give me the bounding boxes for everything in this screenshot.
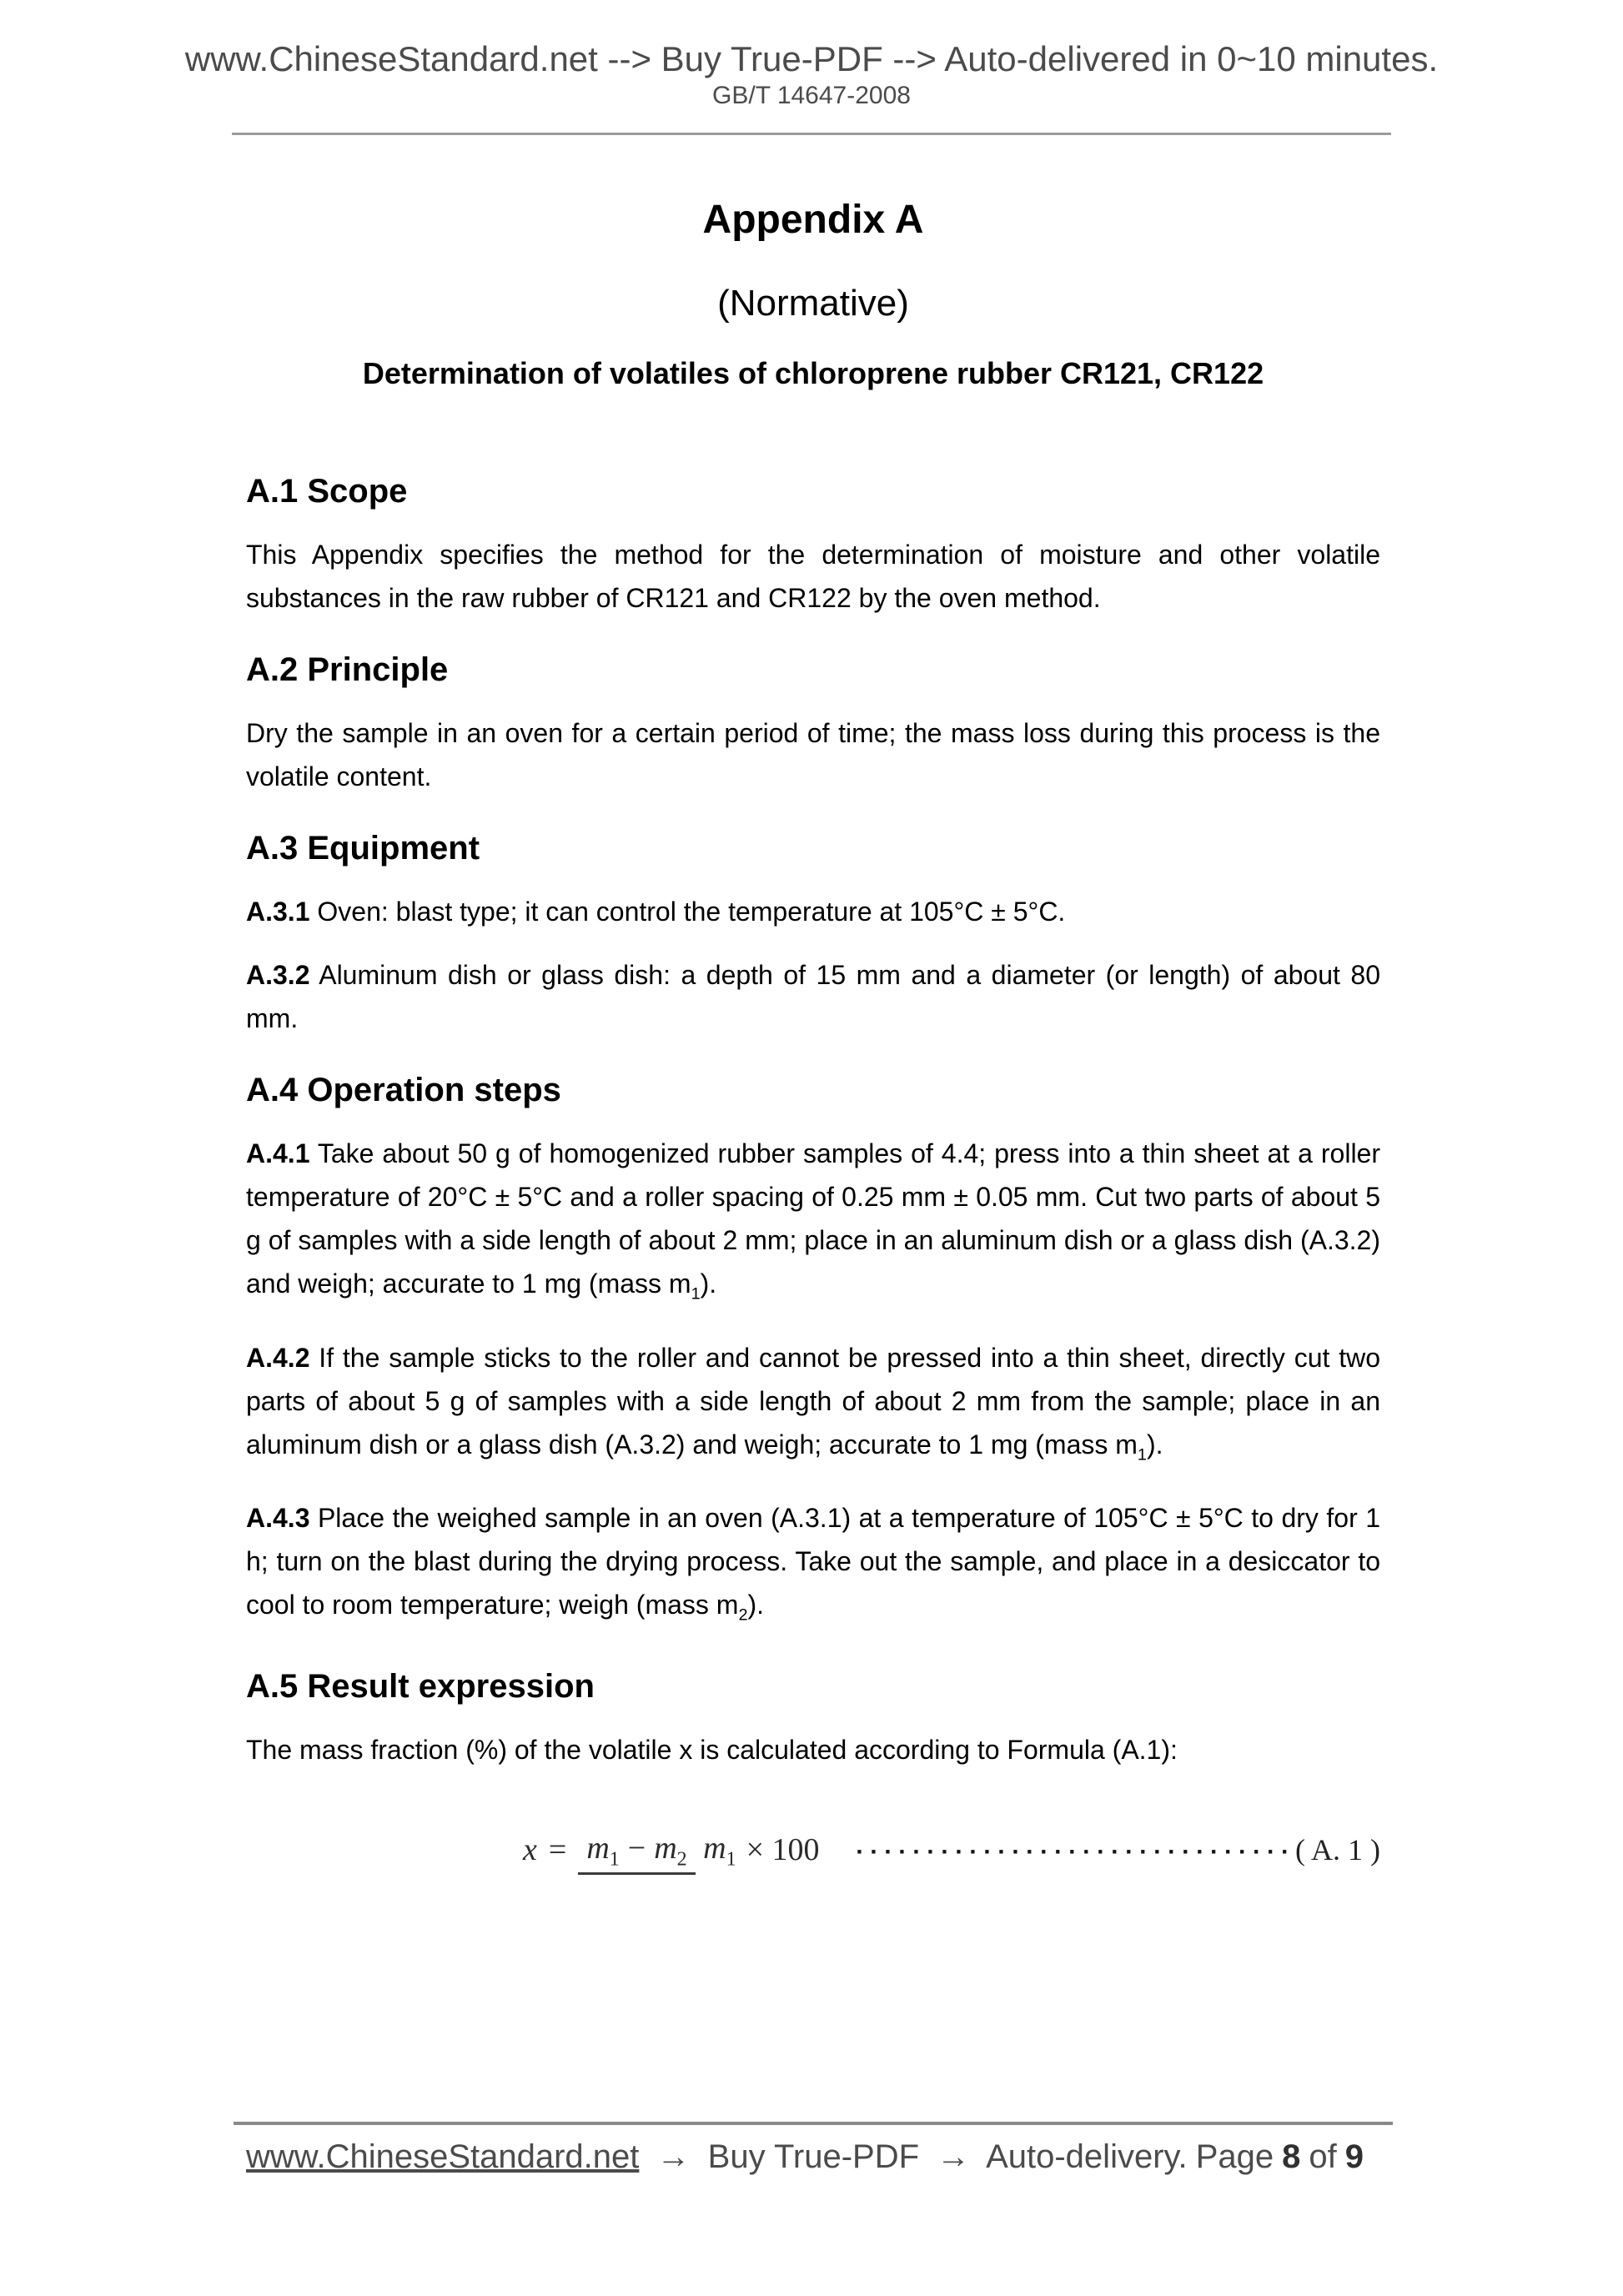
- standard-number: GB/T 14647-2008: [712, 82, 911, 110]
- formula-leader: [820, 1832, 1380, 1867]
- equals-sign: =: [548, 1832, 567, 1868]
- section-heading-a3: A.3 Equipment: [246, 830, 480, 867]
- sections: [246, 471, 1380, 1771]
- section-heading-a1: A.1 Scope: [246, 473, 408, 510]
- multiplier: × 100: [746, 1832, 820, 1868]
- page-word: Page: [1195, 2138, 1274, 2175]
- header-tagline: www.ChineseStandard.net --> Buy True-PDF --> Auto-delivered in 0~10 minutes.: [184, 39, 1439, 78]
- paragraph: A.4.1 Take about 50 g of homogenized rubber samples of 4.4; press into a thin sheet at a roller temperature of 20°C ± 5°C and a roller spacing of 0.25 mm ± 0.05 mm. Cut two parts of about 5 g of samples with a side length of about 2 mm; place in an aluminum dish or a glass dish (A.3.2) and weigh; accurate to 1 mg (mass $m_1$).: [246, 1138, 1380, 1304]
- formula-a1: [246, 1791, 1380, 1908]
- section-a3: [246, 828, 1380, 1040]
- fraction-denominator: $m_1$: [703, 1830, 736, 1871]
- paragraph: Dry the sample in an oven for a certain period of time; the mass loss during this process is the volatile content.: [246, 718, 1380, 792]
- section-a2: [246, 650, 1380, 798]
- paragraph: This Appendix specifies the method for the determination of moisture and other volatile substances in the raw rubber of CR121 and CR122 by the oven method.: [246, 540, 1380, 614]
- document-body: [246, 197, 1380, 1908]
- normative-label: (Normative): [717, 283, 909, 324]
- page-footer: [0, 2122, 1623, 2176]
- arrow-right-icon: →: [656, 2138, 691, 2175]
- dotted-leader: ·······························: [856, 1838, 1295, 1866]
- formula-variable: x: [523, 1832, 537, 1868]
- footer-step2: Auto-delivery.: [986, 2138, 1188, 2175]
- section-heading-a5: A.5 Result expression: [246, 1668, 595, 1706]
- of-word: of: [1309, 2138, 1337, 2175]
- formula-number-label: ( A. 1 ): [1295, 1833, 1380, 1867]
- paragraph: A.3.2 Aluminum dish or glass dish: a depth of 15 mm and a diameter (or length) of about 80 mm.: [246, 960, 1380, 1034]
- paragraph: A.3.1 Oven: blast type; it can control the temperature at 105°C ± 5°C.: [246, 897, 1066, 927]
- paragraph: A.4.2 If the sample sticks to the roller and cannot be pressed into a thin sheet, directly cut two parts of about 5 g of samples with a side length of about 2 mm from the sample; place in an aluminum dish or a glass dish (A.3.2) and weigh; accurate to 1 mg (mass $m_1$).: [246, 1342, 1380, 1464]
- paragraph: The mass fraction (%) of the volatile x is calculated according to Formula (A.1):: [246, 1735, 1178, 1766]
- appendix-title: Appendix A: [702, 198, 924, 243]
- arrow-right-icon: →: [937, 2138, 971, 2175]
- page-indicator: [1196, 2138, 1372, 2176]
- section-heading-a2: A.2 Principle: [246, 651, 449, 689]
- fraction-numerator: $m_1 - m_2$: [578, 1831, 695, 1875]
- current-page-number: 8: [1282, 2138, 1301, 2175]
- section-heading-a4: A.4 Operation steps: [246, 1072, 561, 1109]
- section-a4: [246, 1070, 1380, 1636]
- page-header: [0, 0, 1623, 135]
- paragraph: A.4.3 Place the weighed sample in an oven (A.3.1) at a temperature of 105°C ± 5°C to dry for 1 h; turn on the blast during the drying process. Take out the sample, and place in a desiccator to cool to room temperature; weigh (mass $m_2$).: [246, 1502, 1380, 1625]
- fraction: [578, 1830, 736, 1871]
- formula-expression: [523, 1830, 820, 1871]
- header-divider: [232, 133, 1391, 135]
- footer-breadcrumb: [246, 2138, 1188, 2176]
- section-a5: [246, 1666, 1380, 1771]
- minus-sign: −: [627, 1830, 646, 1866]
- footer-step1: Buy True-PDF: [707, 2138, 920, 2175]
- document-subtitle: Determination of volatiles of chloroprene rubber CR121, CR122: [362, 355, 1264, 390]
- site-link[interactable]: www.ChineseStandard.net: [246, 2138, 640, 2175]
- section-a1: [246, 471, 1380, 620]
- total-page-number: 9: [1344, 2138, 1364, 2175]
